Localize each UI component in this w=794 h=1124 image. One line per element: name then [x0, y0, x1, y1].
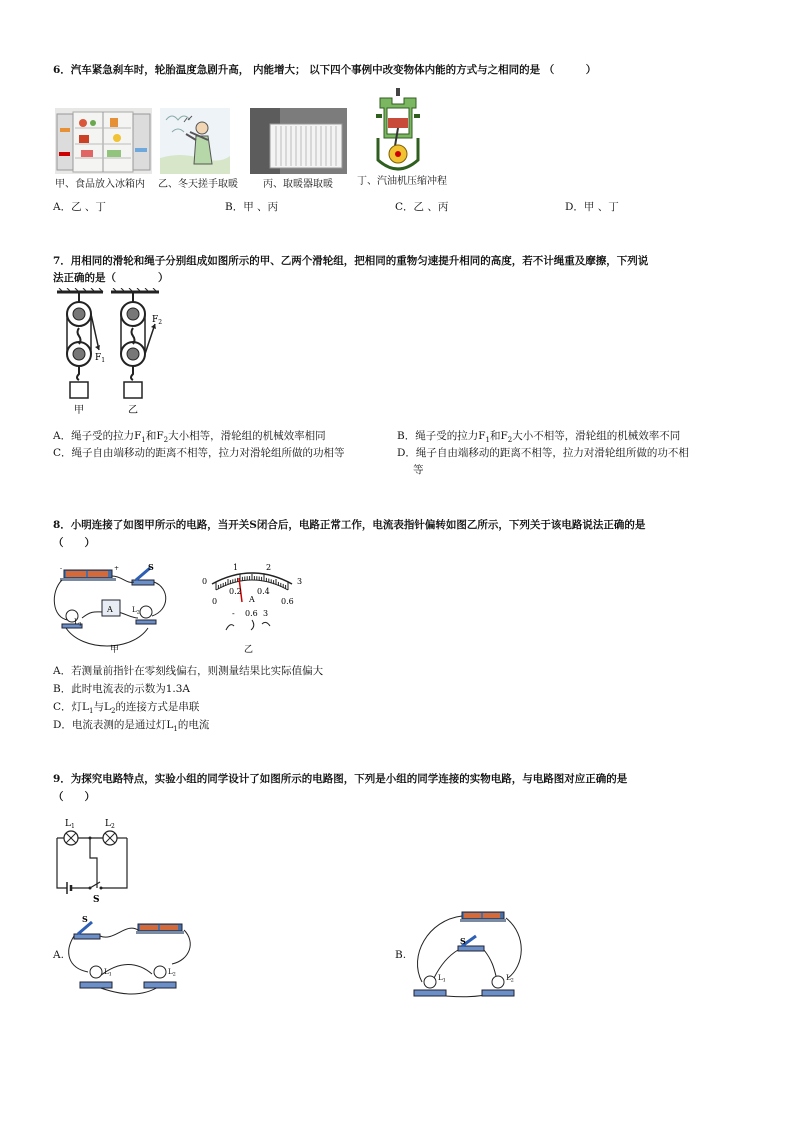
- q7-option-d-line2[interactable]: 等: [413, 464, 424, 476]
- q8-scale-top-0: 0: [202, 577, 208, 586]
- q9-option-a-figure[interactable]: [64, 912, 194, 998]
- q8-battery-minus: -: [60, 565, 63, 572]
- q7-label-yi: 乙: [128, 405, 138, 416]
- q8-scale-top-3: 3: [297, 577, 303, 586]
- q6-radiator-image: [250, 108, 347, 174]
- q6-option-d[interactable]: D．甲 、丁: [565, 201, 619, 213]
- q9b-switch-label: S: [460, 936, 466, 946]
- q8-battery-plus: +: [114, 565, 120, 572]
- q9a-switch-label: S: [82, 914, 88, 924]
- q6-engine-image: [372, 88, 424, 174]
- q6-stem: 6．汽车紧急刹车时，轮胎温度急剧升高， 内能增大； 以下四个事例中改变物体内能的方式与之相同的是 （ ）: [53, 64, 597, 76]
- q8-scale-top-1: 1: [233, 563, 239, 572]
- q8-option-b[interactable]: B．此时电流表的示数为1.3A: [53, 683, 190, 695]
- q8-scale-bottom-0: 0: [212, 597, 218, 606]
- q8-l2-label: $L_2$: [132, 606, 140, 616]
- q7-stem-line2: 法正确的是（ ）: [53, 272, 169, 284]
- q9a-l2-label: $L_2$: [168, 968, 176, 978]
- q7-stem-line1: 7．用相同的滑轮和绳子分别组成如图所示的甲、乙两个滑轮组，把相同的重物匀速提升相同的高度，若不计绳重及摩擦，下列说: [53, 255, 649, 267]
- q6-caption-jia: 甲、食品放入冰箱内: [55, 179, 145, 190]
- q8-scale-bottom-1: 0.2: [229, 587, 242, 596]
- q8-option-c[interactable]: C．灯$L_1$与$L_2$的连接方式是串联: [53, 701, 200, 716]
- q8-scale-bottom-2: 0.4: [257, 587, 270, 596]
- q8-ammeter-label: A: [107, 605, 113, 614]
- q6-caption-bing: 丙、取暖器取暖: [263, 179, 333, 190]
- q9-stem-line1: 9．为探究电路特点，实验小组的同学设计了如图所示的电路图，下列是小组的同学连接的实物电路，与电路图对应正确的是: [53, 773, 628, 785]
- q7-label-f2: $F_2$: [152, 315, 163, 326]
- q8-circuit-jia-figure: [52, 562, 172, 656]
- q8-terminal-3: 3: [263, 609, 269, 618]
- q8-label-jia: 甲: [110, 645, 120, 655]
- q6-caption-ding: 丁、汽油机压缩冲程: [357, 176, 447, 187]
- q8-terminal-minus: -: [232, 609, 235, 618]
- q7-option-b[interactable]: B．绳子受的拉力$F_1$和$F_2$大小不相等，滑轮组的机械效率不同: [397, 430, 681, 445]
- q9-option-b-label[interactable]: B.: [395, 949, 407, 961]
- q8-option-a[interactable]: A．若测量前指针在零刻线偏右，则测量结果比实际值偏大: [53, 665, 324, 677]
- q7-option-a[interactable]: A．绳子受的拉力$F_1$和$F_2$大小相等，滑轮组的机械效率相同: [53, 430, 326, 445]
- q7-label-f1: $F_1$: [95, 353, 106, 364]
- q8-stem-line1: 8．小明连接了如图甲所示的电路，当开关S闭合后，电路正常工作，电流表指针偏转如图乙所示，下列关于该电路说法正确的是: [53, 519, 646, 531]
- q7-option-c[interactable]: C．绳子自由端移动的距离不相等，拉力对滑轮组所做的功相等: [53, 447, 345, 459]
- q8-dial-unit: A: [249, 595, 255, 604]
- q9-l2-label: $L_2$: [105, 819, 115, 830]
- q9b-l1-label: $L_1$: [438, 974, 446, 984]
- q8-ammeter-dial-figure: [196, 558, 308, 658]
- q7-pulley-figure: [55, 288, 175, 423]
- q8-terminal-06: 0.6: [245, 609, 258, 618]
- q6-fridge-image: [55, 108, 152, 174]
- q8-scale-top-2: 2: [266, 563, 272, 572]
- q6-option-b[interactable]: B．甲 、丙: [225, 201, 279, 213]
- q6-caption-yi: 乙、冬天搓手取暖: [158, 179, 238, 190]
- q9-circuit-diagram: [53, 812, 133, 904]
- q9-option-b-figure[interactable]: [408, 906, 528, 1002]
- q6-option-c[interactable]: C．乙 、丙: [395, 201, 449, 213]
- q6-option-a[interactable]: A．乙 、丁: [53, 201, 106, 213]
- q8-stem-line2: （ ）: [53, 537, 95, 549]
- q9-stem-line2: （ ）: [53, 791, 95, 803]
- q9-option-a-label[interactable]: A.: [53, 949, 64, 961]
- q8-option-d[interactable]: D．电流表测的是通过灯$L_1$的电流: [53, 719, 210, 734]
- q9-l1-label: $L_1$: [65, 819, 75, 830]
- q7-label-jia: 甲: [74, 405, 84, 416]
- q9b-l2-label: $L_2$: [506, 974, 514, 984]
- q9-switch-label: S: [93, 895, 100, 904]
- q7-option-d-line1[interactable]: D．绳子自由端移动的距离不相等，拉力对滑轮组所做的功不相: [397, 447, 689, 459]
- q9a-l1-label: $L_1$: [104, 968, 112, 978]
- q8-scale-bottom-3: 0.6: [281, 597, 294, 606]
- q8-label-yi: 乙: [244, 645, 254, 655]
- q6-rubbing-hands-image: [160, 108, 230, 174]
- q8-switch-label: S: [148, 562, 154, 572]
- q8-l1-label: $L_1$: [74, 618, 82, 628]
